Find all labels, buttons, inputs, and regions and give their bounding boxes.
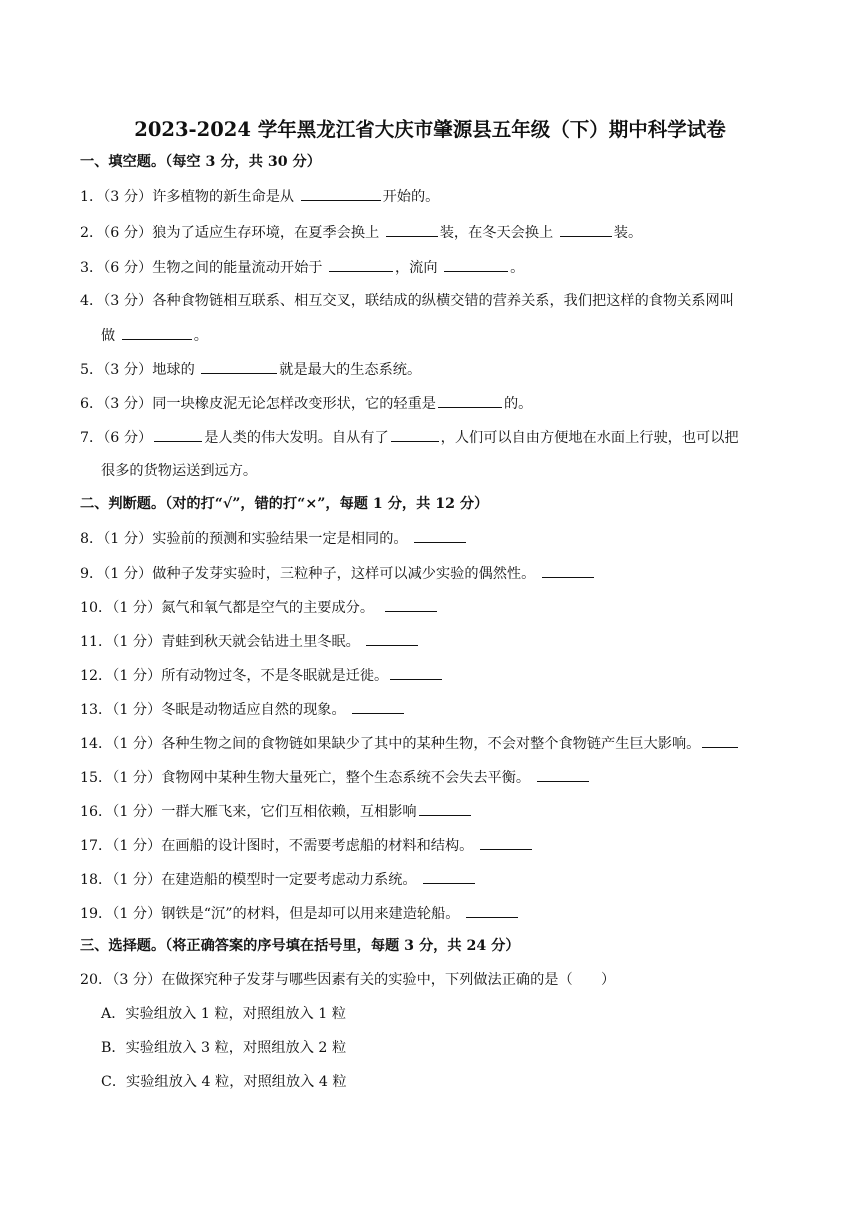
question-16: 16．（1 分）一群大雁飞来，它们互相依赖，互相影响 [80, 801, 473, 822]
answer-blank[interactable] [466, 903, 518, 918]
section-heading-multiple-choice: 三、选择题。（将正确答案的序号填在括号里，每题 3 分，共 24 分） [80, 938, 520, 954]
question-5: 5．（3 分）地球的 就是最大的生态系统。 [80, 359, 421, 380]
section-heading-true-false: 二、判断题。（对的打“√”，错的打“×”，每题 1 分，共 12 分） [80, 496, 489, 512]
answer-blank[interactable] [366, 631, 418, 646]
question-18: 18．（1 分）在建造船的模型时一定要考虑动力系统。 [80, 869, 477, 890]
answer-blank[interactable] [201, 359, 277, 374]
answer-blank[interactable] [391, 427, 439, 442]
question-7-continued: 很多的货物运送到远方。 [101, 463, 258, 479]
question-4: 4．（3 分）各种食物链相互联系、相互交叉，联结成的纵横交错的营养关系，我们把这样的食物关系网叫 [80, 293, 734, 309]
option-b[interactable]: B．实验组放入 3 粒，对照组放入 2 粒 [101, 1040, 347, 1056]
answer-blank[interactable] [329, 257, 393, 272]
question-17: 17．（1 分）在画船的设计图时，不需要考虑船的材料和结构。 [80, 835, 534, 856]
answer-blank[interactable] [542, 563, 594, 578]
option-c[interactable]: C．实验组放入 4 粒，对照组放入 4 粒 [101, 1074, 347, 1090]
question-14: 14．（1 分）各种生物之间的食物链如果缺少了其中的某种生物，不会对整个食物链产生巨大影响。 [80, 733, 740, 754]
option-a[interactable]: A．实验组放入 1 粒，对照组放入 1 粒 [101, 1006, 346, 1022]
question-7: 7．（6 分） 是人类的伟大发明。自从有了 ，人们可以自由方便地在水面上行驶，也可以把 [80, 427, 739, 448]
answer-blank[interactable] [480, 835, 532, 850]
answer-blank[interactable] [419, 801, 471, 816]
answer-blank[interactable] [438, 393, 502, 408]
question-9: 9．（1 分）做种子发芽实验时，三粒种子，这样可以减少实验的偶然性。 [80, 563, 596, 584]
question-15: 15．（1 分）食物网中某种生物大量死亡，整个生态系统不会失去平衡。 [80, 767, 591, 788]
answer-blank[interactable] [560, 222, 612, 237]
question-13: 13．（1 分）冬眠是动物适应自然的现象。 [80, 699, 406, 720]
answer-blank[interactable] [301, 186, 381, 201]
answer-blank[interactable] [154, 427, 202, 442]
answer-blank[interactable] [444, 257, 508, 272]
answer-blank[interactable] [352, 699, 404, 714]
answer-blank[interactable] [414, 528, 466, 543]
answer-blank[interactable] [385, 597, 437, 612]
question-19: 19．（1 分）钢铁是“沉”的材料，但是却可以用来建造轮船。 [80, 903, 520, 924]
question-6: 6．（3 分）同一块橡皮泥无论怎样改变形状，它的轻重是 的。 [80, 393, 532, 414]
answer-blank[interactable] [390, 665, 442, 680]
answer-blank[interactable] [702, 733, 738, 748]
answer-blank[interactable] [423, 869, 475, 884]
question-3: 3．（6 分）生物之间的能量流动开始于 ，流向 。 [80, 257, 524, 278]
question-1: 1．（3 分）许多植物的新生命是从 开始的。 [80, 186, 439, 207]
answer-blank[interactable] [122, 325, 192, 340]
question-10: 10．（1 分）氮气和氧气都是空气的主要成分。 [80, 597, 439, 618]
question-20: 20．（3 分）在做探究种子发芽与哪些因素有关的实验中，下列做法正确的是（ ） [80, 972, 616, 988]
answer-blank[interactable] [386, 222, 438, 237]
question-11: 11．（1 分）青蛙到秋天就会钻进土里冬眠。 [80, 631, 420, 652]
section-heading-fill-blank: 一、填空题。（每空 3 分，共 30 分） [80, 154, 321, 170]
question-8: 8．（1 分）实验前的预测和实验结果一定是相同的。 [80, 528, 468, 549]
question-4-continued: 做 。 [101, 325, 208, 346]
question-2: 2．（6 分）狼为了适应生存环境，在夏季会换上 装，在冬天会换上 装。 [80, 222, 642, 243]
answer-blank[interactable] [537, 767, 589, 782]
exam-title: 2023-2024 学年黑龙江省大庆市肇源县五年级（下）期中科学试卷 [134, 118, 726, 141]
question-12: 12．（1 分）所有动物过冬，不是冬眠就是迁徙。 [80, 665, 444, 686]
